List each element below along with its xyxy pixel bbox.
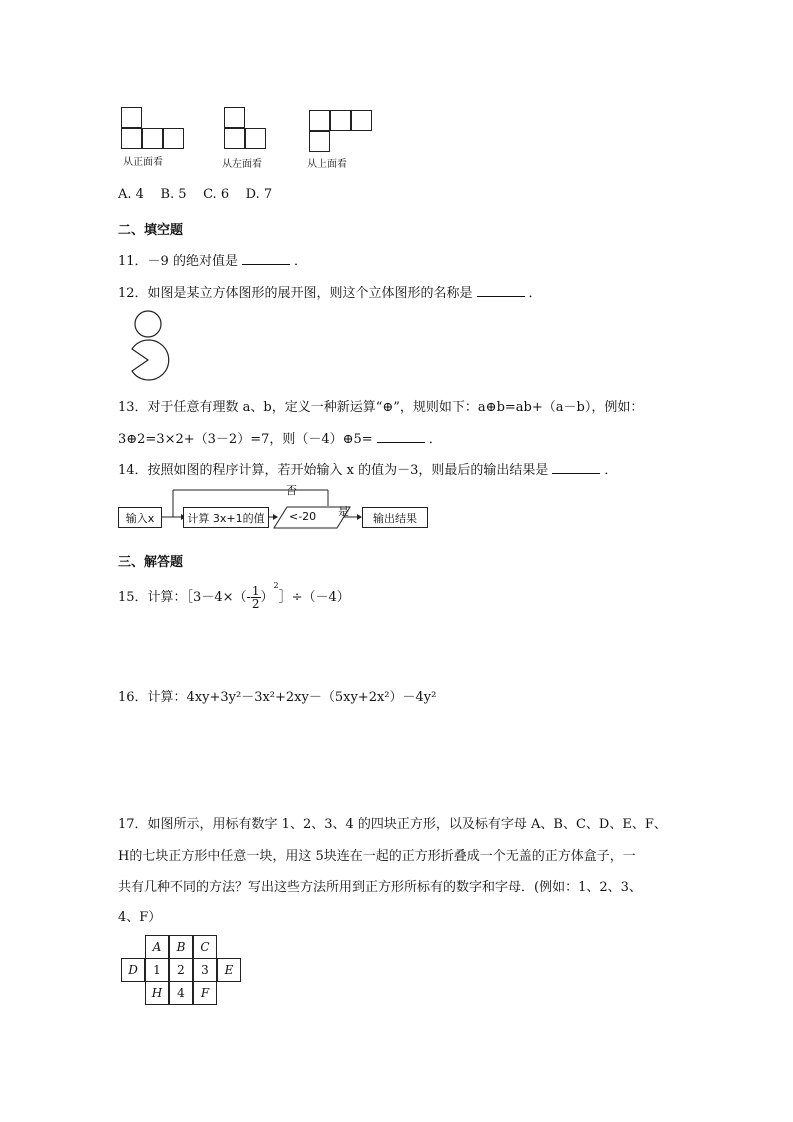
q11-text: 11．－9 的绝对值是 bbox=[118, 254, 238, 269]
fraction-numerator: 1 bbox=[251, 584, 260, 598]
base-circle bbox=[135, 311, 161, 337]
flow-compute-box: 计算 3x+1的值 bbox=[183, 507, 269, 528]
q15: 15．计算：［3－4×（- $\frac{1}{2}$ ）$^2$］÷（－4） bbox=[118, 580, 350, 611]
left-view-label: 从左面看 bbox=[222, 159, 262, 170]
q13-line2 bbox=[118, 428, 442, 447]
q17-line1: 17．如图所示，用标有数字 1、2、3、4 的四块正方形，以及标有字母 A、B、C、D、E、F、 bbox=[118, 817, 667, 832]
section-fill-in-title: 二、填空题 bbox=[118, 223, 184, 238]
q16: 16．计算：4xy+3y²－3x²+2xy－（5xy+2x²）－4y² bbox=[118, 690, 437, 705]
q14-suffix: ． bbox=[604, 463, 618, 478]
q11 bbox=[118, 250, 307, 269]
front-view-square bbox=[163, 128, 184, 149]
flow-yes-label: 是 bbox=[338, 505, 349, 518]
q17-line3: 共有几种不同的方法？写出这些方法所用到正方形所标有的数字和字母．(例如：1、2、3、 bbox=[118, 880, 642, 895]
flow-condition-label: <-20 bbox=[289, 510, 317, 523]
left-view-square bbox=[224, 107, 245, 128]
top-view-square bbox=[351, 110, 372, 131]
q10-options: A. 4 B. 5 C. 6 D. 7 bbox=[118, 187, 273, 202]
answer-blank bbox=[552, 461, 600, 474]
front-view-square bbox=[142, 128, 163, 149]
flow-no-label: 否 bbox=[286, 484, 297, 497]
q14-text: 14．按照如图的程序计算，若开始输入 x 的值为－3，则最后的输出结果是 bbox=[118, 463, 549, 478]
q12-suffix: ． bbox=[528, 286, 542, 301]
cone-net-figure bbox=[118, 305, 178, 385]
grid-cell-2: 2 bbox=[169, 958, 193, 982]
grid-cell-C: C bbox=[193, 935, 217, 959]
grid-cell-A: A bbox=[145, 935, 169, 959]
fraction-one-half bbox=[251, 585, 261, 610]
q12 bbox=[118, 282, 542, 301]
answer-blank bbox=[377, 430, 425, 443]
front-view-label: 从正面看 bbox=[123, 157, 163, 168]
q17-line4: 4、F） bbox=[118, 910, 162, 925]
answer-blank bbox=[242, 252, 290, 265]
q13-example: 3⊕2=3×2+（3－2）=7，则（－4）⊕5= bbox=[118, 432, 373, 447]
grid-cell-D: D bbox=[121, 958, 145, 982]
grid-cell-4: 4 bbox=[169, 981, 193, 1005]
q13-line1: 13．对于任意有理数 a、b，定义一种新运算“⊕”，规则如下：a⊕b=ab+（a－b），例如： bbox=[118, 400, 644, 415]
grid-cell-F: F bbox=[193, 981, 217, 1005]
grid-cell-1: 1 bbox=[145, 958, 169, 982]
q17-line2: H的七块正方形中任意一块，用这 5块连在一起的正方形折叠成一个无盖的正方体盒子，一 bbox=[118, 849, 636, 864]
top-view-square bbox=[309, 110, 330, 131]
grid-cell-B: B bbox=[169, 935, 193, 959]
q15-suffix: ］÷（－4） bbox=[278, 590, 350, 605]
front-view-square bbox=[121, 107, 142, 128]
top-view-square bbox=[309, 131, 330, 152]
grid-cell-E: E bbox=[217, 958, 241, 982]
fraction-denominator: 2 bbox=[251, 597, 260, 611]
exponent: 2 bbox=[273, 580, 279, 590]
left-view-square bbox=[224, 128, 245, 149]
q11-suffix: ． bbox=[293, 254, 307, 269]
front-view-square bbox=[121, 128, 142, 149]
q12-text: 12．如图是某立方体图形的展开图，则这个立体图形的名称是 bbox=[118, 286, 473, 301]
section-solve-title: 三、解答题 bbox=[118, 555, 184, 570]
flow-input-box: 输入x bbox=[118, 507, 162, 528]
grid-cell-3: 3 bbox=[193, 958, 217, 982]
q15-text: 15．计算：［3－4×（ bbox=[118, 590, 247, 605]
grid-cell-H: H bbox=[145, 981, 169, 1005]
q14 bbox=[118, 459, 617, 478]
flow-output-box: 输出结果 bbox=[362, 507, 428, 528]
left-view-square bbox=[245, 128, 266, 149]
q13-suffix: ． bbox=[428, 432, 442, 447]
top-view-label: 从上面看 bbox=[307, 159, 347, 170]
q15-frac-sign: - bbox=[246, 590, 251, 605]
answer-blank bbox=[477, 284, 525, 297]
top-view-square bbox=[330, 110, 351, 131]
lateral-sector bbox=[132, 340, 169, 380]
